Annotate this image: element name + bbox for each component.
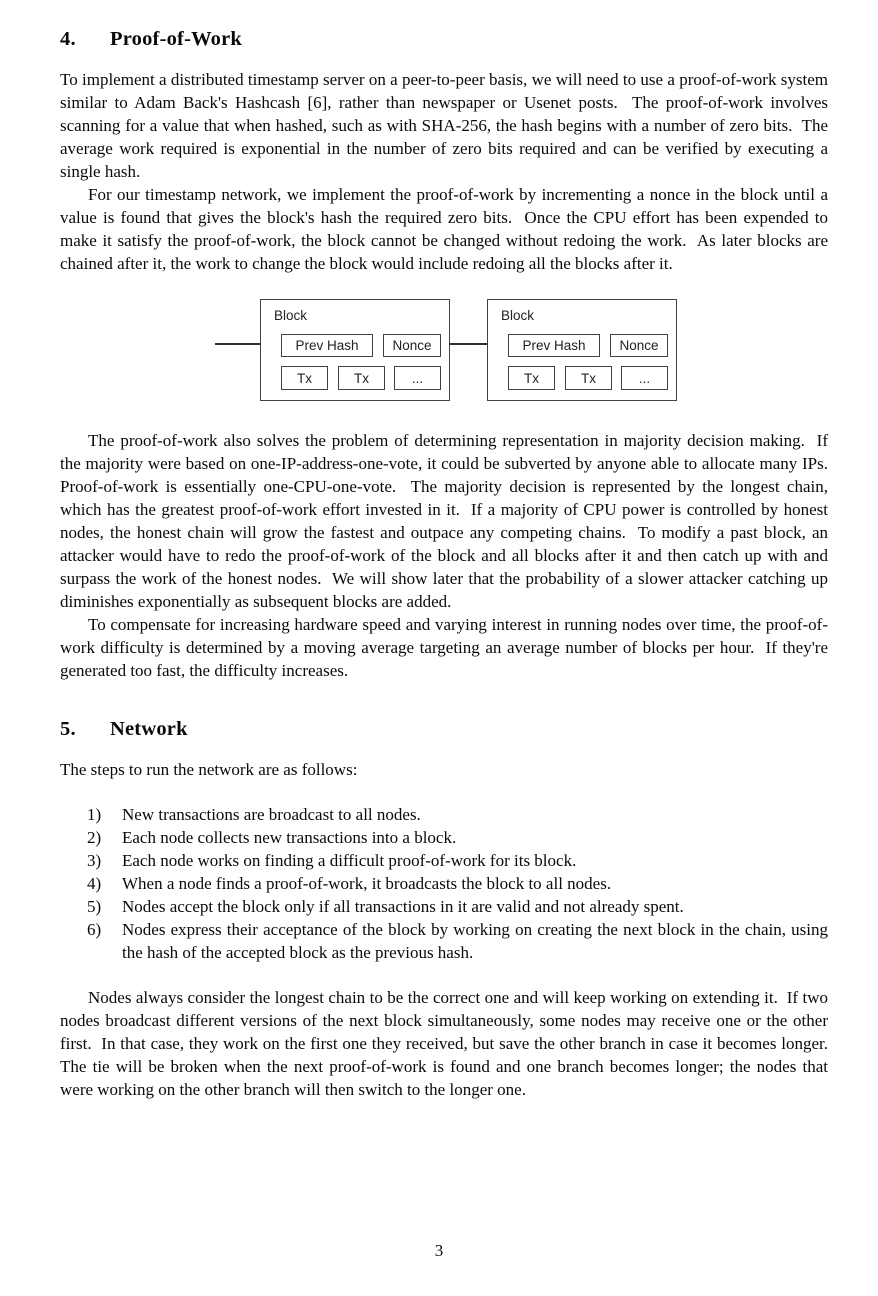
list-item-text: Nodes accept the block only if all transactions in it are valid and not already spent. bbox=[122, 897, 684, 916]
list-item-text: Nodes express their acceptance of the block by working on creating the next block in the chain, using the hash of the accepted block as the previous hash. bbox=[122, 920, 828, 962]
tx-ellipsis-box: ... bbox=[394, 366, 441, 390]
list-item-number: 2) bbox=[87, 828, 102, 847]
section-heading-network bbox=[60, 716, 828, 742]
paragraph: Nodes always consider the longest chain to be the correct one and will keep working on extending it. If two nodes broadcast different versions of the next block simultaneously, some nodes may receive one or the other first. In that case, they work on the first one they received, but save the other branch in case it becomes longer. The tie will be broken when the next proof-of-work is found and one branch becomes longer; the nodes that were working on the other branch will then switch to the longer one. bbox=[60, 988, 837, 1099]
list-item-text: New transactions are broadcast to all nodes. bbox=[122, 805, 421, 824]
block-box bbox=[487, 299, 677, 401]
paragraph: For our timestamp network, we implement the proof-of-work by incrementing a nonce in the block until a value is found that gives the block's hash the required zero bits. Once the CPU effort has been expended to make it satisfy the proof-of-work, the block cannot be changed without redoing the work. As later blocks are chained after it, the work to change the block would include redoing all the blocks after it. bbox=[60, 185, 833, 273]
list-item bbox=[87, 849, 828, 872]
nonce-box: Nonce bbox=[383, 334, 441, 357]
list-item bbox=[87, 826, 828, 849]
prev-hash-box: Prev Hash bbox=[508, 334, 600, 357]
list-item-text: When a node finds a proof-of-work, it broadcasts the block to all nodes. bbox=[122, 874, 612, 893]
list-item bbox=[87, 872, 828, 895]
list-item bbox=[87, 803, 828, 826]
list-item-number: 5) bbox=[87, 897, 102, 916]
tx-box: Tx bbox=[338, 366, 385, 390]
section-number: 4. bbox=[60, 28, 76, 50]
paragraph: To implement a distributed timestamp server on a peer-to-peer basis, we will need to use a proof-of-work system similar to Adam Back's Hashcash [6], rather than newspaper or Usenet posts. The proof-of-work involves scanning for a value that when hashed, such as with SHA-256, the hash begins with a number of zero bits. The average work required is exponential in the number of zero bits required and can be verified by executing a single hash. bbox=[60, 70, 833, 181]
prev-hash-box: Prev Hash bbox=[281, 334, 373, 357]
block-label: Block bbox=[501, 308, 535, 323]
list-item-number: 4) bbox=[87, 874, 102, 893]
tx-box: Tx bbox=[565, 366, 612, 390]
tx-box: Tx bbox=[281, 366, 328, 390]
document-page bbox=[60, 26, 837, 1101]
block-box bbox=[260, 299, 450, 401]
tx-box: Tx bbox=[508, 366, 555, 390]
page-number: 3 bbox=[434, 1241, 444, 1260]
section-number: 5. bbox=[60, 718, 76, 740]
paragraph: The proof-of-work also solves the problem of determining representation in majority decision making. If the majority were based on one-IP-address-one-vote, it could be subverted by anyone able to allocate many IPs. Proof-of-work is essentially one-CPU-one-vote. The majority decision is represented by the longest chain, which has the greatest proof-of-work effort invested in it. If a majority of CPU power is controlled by honest nodes, the honest chain will grow the fastest and outpace any competing chains. To modify a past block, an attacker would have to redo the proof-of-work of the block and all blocks after it and then catch up with and surpass the work of the honest nodes. We will show later that the probability of a slower attacker catching up diminishes exponentially as subsequent blocks are added. bbox=[60, 431, 837, 611]
nonce-box: Nonce bbox=[610, 334, 668, 357]
tx-ellipsis-box: ... bbox=[621, 366, 668, 390]
block-label: Block bbox=[274, 308, 308, 323]
section-title: Proof-of-Work bbox=[110, 28, 243, 50]
block-chain-diagram bbox=[60, 299, 828, 401]
paragraph: The steps to run the network are as follows: bbox=[60, 760, 358, 779]
list-item bbox=[87, 895, 828, 918]
list-item-number: 3) bbox=[87, 851, 102, 870]
section-heading-proof-of-work bbox=[60, 26, 828, 52]
list-item-text: Each node collects new transactions into a block. bbox=[122, 828, 457, 847]
list-item-number: 6) bbox=[87, 920, 102, 939]
section-title: Network bbox=[110, 718, 188, 740]
list-item-number: 1) bbox=[87, 805, 102, 824]
list-item bbox=[87, 918, 828, 964]
list-item-text: Each node works on finding a difficult proof-of-work for its block. bbox=[122, 851, 577, 870]
paragraph: To compensate for increasing hardware speed and varying interest in running nodes over time, the proof-of-work difficulty is determined by a moving average targeting an average number of blocks per hour. If they're generated too fast, the difficulty increases. bbox=[60, 615, 833, 680]
network-steps-list bbox=[87, 803, 828, 964]
